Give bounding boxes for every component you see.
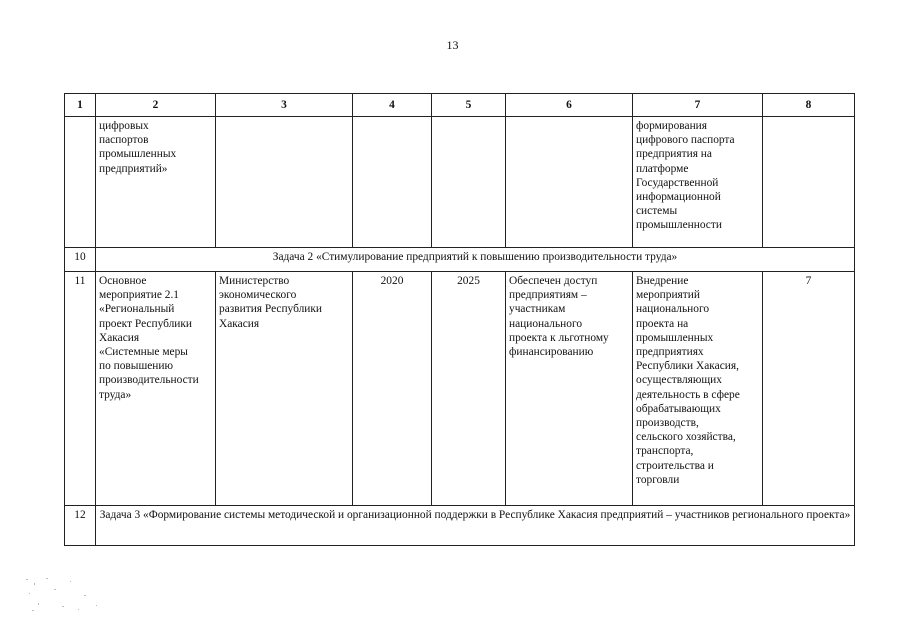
header-cell-1: 1	[65, 94, 96, 117]
task-2-heading: Задача 2 «Стимулирование предприятий к повышению производительности труда»	[96, 248, 855, 272]
task-3-heading: Задача 3 «Формирование системы методической и организационной поддержки в Республике Хакасия предприятий – участников регионального проекта»	[96, 506, 855, 546]
row-11-indicator: 7	[763, 272, 855, 506]
row-11-end-year: 2025	[432, 272, 506, 506]
row-number-12: 12	[65, 506, 96, 546]
table-row-task-3	[65, 506, 855, 546]
cont-cell-indicator	[763, 117, 855, 248]
cont-cell-executor	[216, 117, 353, 248]
header-cell-4: 4	[353, 94, 432, 117]
document-table	[64, 93, 855, 546]
header-cell-2: 2	[96, 94, 216, 117]
row-11-measure: Основное мероприятие 2.1 «Региональный проект Республики Хакасия «Системные меры по повышению производительности труда»	[96, 272, 216, 506]
page-number: 13	[446, 38, 459, 52]
row-number-10: 10	[65, 248, 96, 272]
row-11-description: Внедрение мероприятий национального проекта на промышленных предприятиях Республики Хакасия, осуществляющих деятельность в сфере обрабатывающих производств, сельского хозяйства, транспорта, строительства и торговли	[633, 272, 763, 506]
row-11-result: Обеспечен доступ предприятиям – участникам национального проекта к льготному финансированию	[506, 272, 633, 506]
cont-cell-num	[65, 117, 96, 248]
scan-artifact	[24, 575, 144, 615]
header-cell-5: 5	[432, 94, 506, 117]
table-header-row	[65, 94, 855, 117]
row-11-executor: Министерство экономического развития Республики Хакасия	[216, 272, 353, 506]
cont-cell-description: формирования цифрового паспорта предприятия на платформе Государственной информационной системы промышленности	[633, 117, 763, 248]
header-cell-3: 3	[216, 94, 353, 117]
header-cell-7: 7	[633, 94, 763, 117]
header-cell-8: 8	[763, 94, 855, 117]
header-cell-6: 6	[506, 94, 633, 117]
table-row-11	[65, 272, 855, 506]
table-row-task-2	[65, 248, 855, 272]
cont-cell-measure: цифровых паспортов промышленных предприятий»	[96, 117, 216, 248]
cont-cell-result	[506, 117, 633, 248]
table-row-continuation	[65, 117, 855, 248]
row-11-start-year: 2020	[353, 272, 432, 506]
cont-cell-end	[432, 117, 506, 248]
row-number-11: 11	[65, 272, 96, 506]
cont-cell-start	[353, 117, 432, 248]
